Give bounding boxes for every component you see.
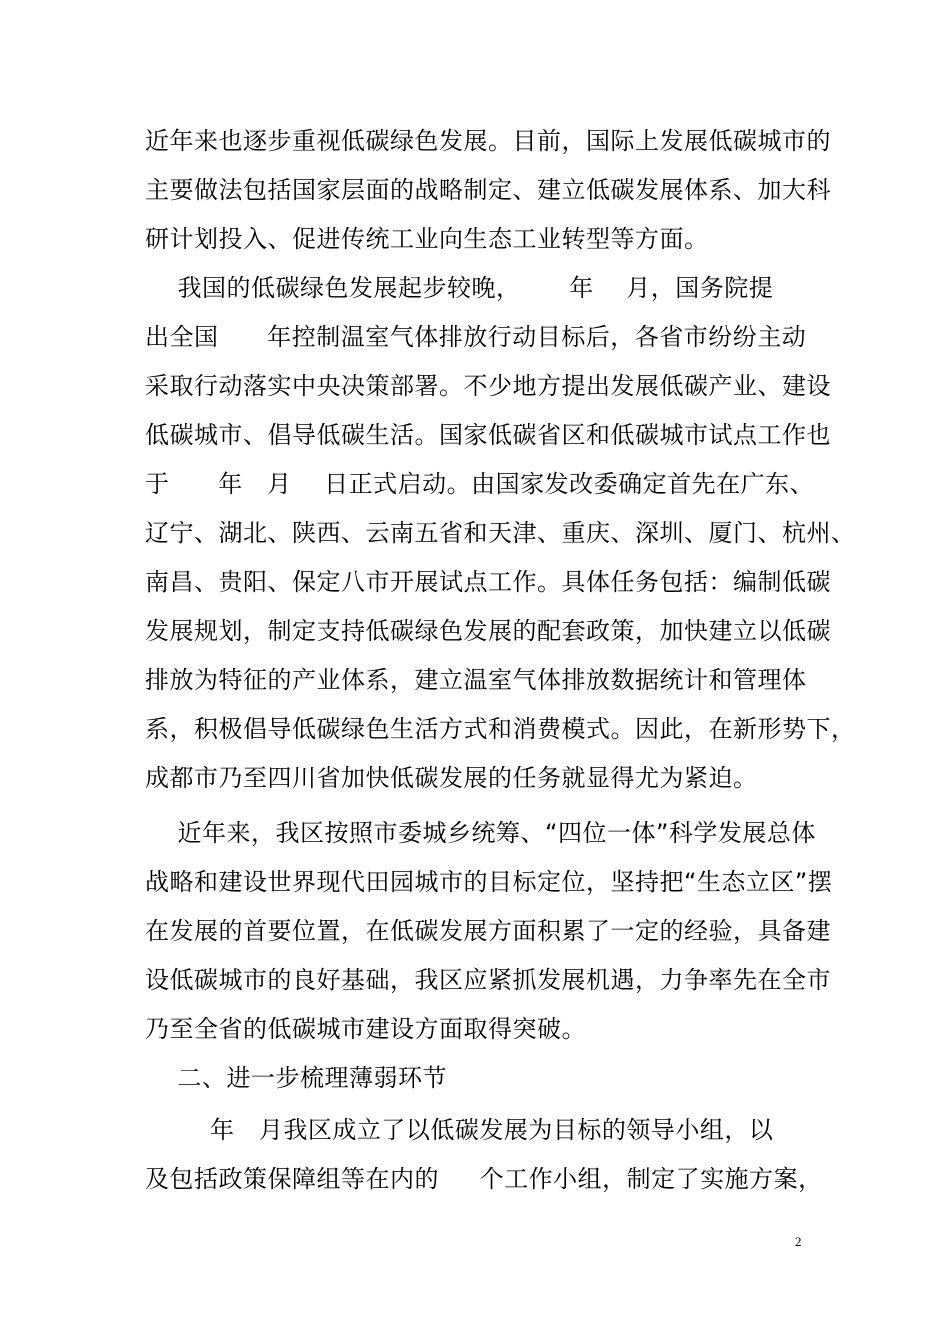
text-line: 战略和建设世界现代田园城市的目标定位，坚持把“生态立区”摆: [145, 868, 833, 896]
text-line: 近年来也逐步重视低碳绿色发展。目前，国际上发展低碳城市的: [145, 127, 831, 155]
text-line: 及包括政策保障组等在内的 个工作小组，制定了实施方案，: [145, 1165, 823, 1193]
text-line: 主要做法包括国家层面的战略制定、建立低碳发展体系、加大科: [145, 176, 831, 204]
text-line: 采取行动落实中央决策部署。不少地方提出发展低碳产业、建设: [145, 372, 831, 400]
text-line: 出全国 年控制温室气体排放行动目标后，各省市纷纷主动: [145, 323, 807, 351]
section-heading: 二、进一步梳理薄弱环节: [145, 1064, 448, 1092]
text-line: 年 月我区成立了以低碳发展为目标的领导小组，以: [145, 1116, 774, 1144]
text-line: 于 年 月 日正式启动。由国家发改委确定首先在广东、: [145, 470, 815, 498]
text-line: 发展规划，制定支持低碳绿色发展的配套政策，加快建立以低碳: [145, 617, 831, 645]
text-line: 低碳城市、倡导低碳生活。国家低碳省区和低碳城市试点工作也: [145, 421, 831, 449]
text-line: 设低碳城市的良好基础，我区应紧抓发展机遇，力争率先在全市: [145, 966, 831, 994]
text-line: 研计划投入、促进传统工业向生态工业转型等方面。: [145, 225, 709, 253]
text-line: 我国的低碳绿色发展起步较晚， 年 月，国务院提: [145, 274, 774, 302]
text-line: 南昌、贵阳、保定八市开展试点工作。具体任务包括：编制低碳: [145, 568, 831, 596]
page-number: 2: [795, 1234, 802, 1249]
text-line: 排放为特征的产业体系，建立温室气体排放数据统计和管理体: [145, 666, 807, 694]
text-line: 在发展的首要位置，在低碳发展方面积累了一定的经验，具备建: [145, 917, 831, 945]
text-line: 近年来，我区按照市委城乡统筹、“四位一体”科学发展总体: [145, 819, 816, 847]
text-line: 成都市乃至四川省加快低碳发展的任务就显得尤为紧迫。: [145, 764, 758, 792]
text-line: 系，积极倡导低碳绿色生活方式和消费模式。因此，在新形势下，: [145, 715, 856, 743]
text-line: 乃至全省的低碳城市建设方面取得突破。: [145, 1015, 586, 1043]
text-line: 辽宁、湖北、陕西、云南五省和天津、重庆、深圳、厦门、杭州、: [145, 519, 856, 547]
